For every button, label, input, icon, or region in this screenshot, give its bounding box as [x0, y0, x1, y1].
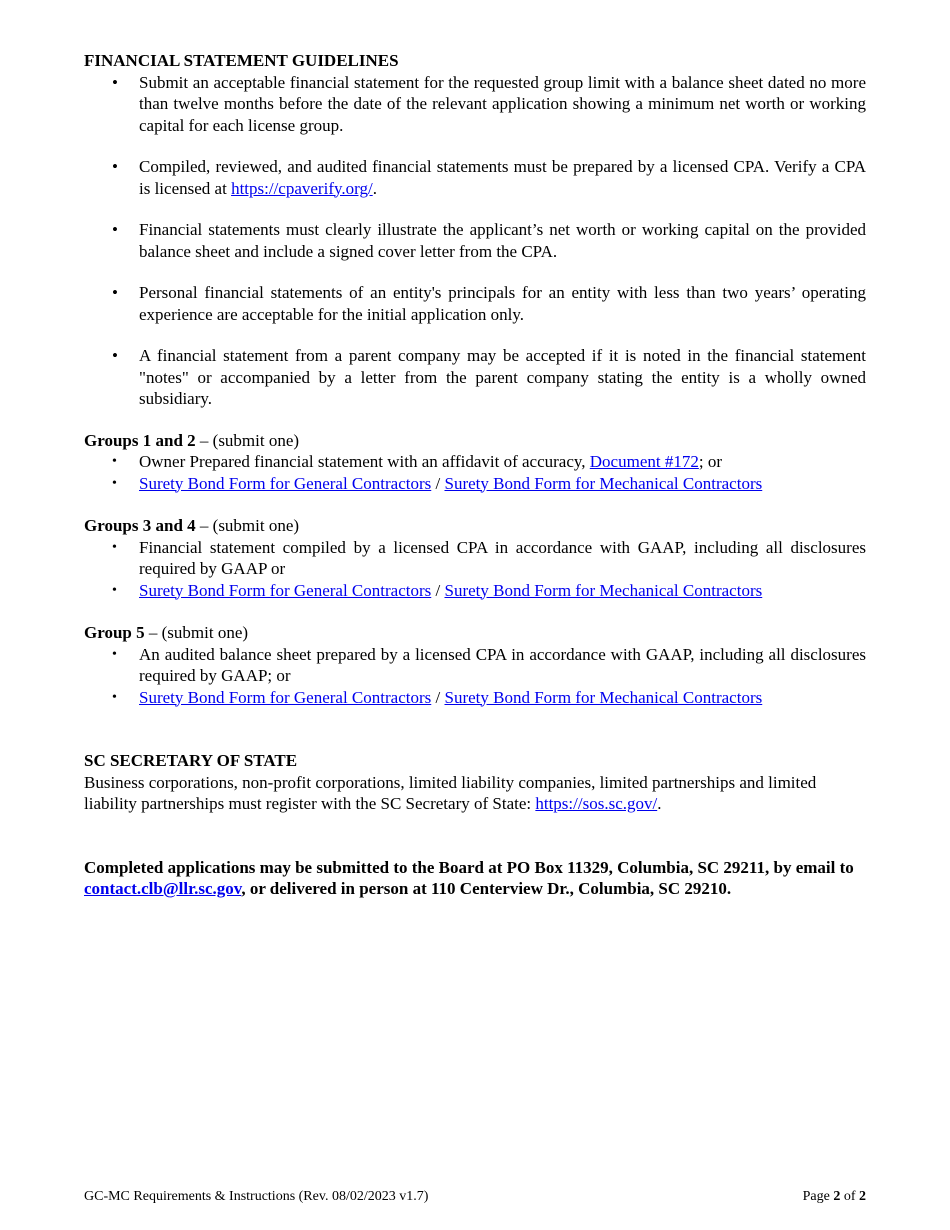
surety-mechanical-link[interactable]: Surety Bond Form for Mechanical Contractors	[444, 580, 763, 600]
footer-doc-title: GC-MC Requirements & Instructions (Rev. 08/02/2023 v1.7)	[84, 1189, 429, 1204]
list-item	[84, 282, 866, 325]
groups-1-2-list	[84, 451, 866, 494]
page-label: Page	[802, 1189, 834, 1204]
sos-text	[84, 772, 866, 815]
group-label: Group 5	[84, 623, 145, 642]
list-item	[84, 687, 866, 709]
list-item	[84, 156, 866, 199]
list-item	[84, 580, 866, 602]
groups-1-2-title	[84, 430, 866, 452]
separator: /	[431, 473, 445, 493]
page-footer	[84, 1188, 866, 1206]
groups-3-4-title	[84, 515, 866, 537]
document-page	[84, 50, 866, 917]
group-suffix: – (submit one)	[195, 516, 300, 535]
item-text: Financial statement compiled by a licensed CPA in accordance with GAAP, including all disclosures required by GAAP or	[139, 537, 866, 578]
group-label: Groups 1 and 2	[84, 430, 196, 450]
secretary-of-state-section	[84, 750, 866, 815]
closing-statement	[84, 857, 866, 900]
contact-email-link[interactable]: contact.clb@llr.sc.gov	[84, 879, 242, 898]
bullet-text: Financial statements must clearly illustrate the applicant’s net worth or working capital on the provided balance sheet and include a signed cover letter from the CPA.	[139, 220, 866, 261]
list-item	[84, 219, 866, 262]
bullet-text: Compiled, reviewed, and audited financial statements must be prepared by a licensed CPA. Verify a CPA is licensed at	[139, 157, 866, 198]
document-172-link[interactable]: Document #172	[589, 452, 699, 471]
list-item	[84, 72, 866, 137]
sos-body: Business corporations, non-profit corporations, limited liability companies, limited partnerships and limited liability partnerships must register with the SC Secretary of State:	[84, 772, 817, 813]
page-total: 2	[859, 1189, 866, 1204]
item-text: ; or	[698, 452, 722, 471]
sos-heading: SC SECRETARY OF STATE	[84, 751, 298, 770]
list-item	[84, 473, 866, 495]
bullet-text: A financial statement from a parent company may be accepted if it is noted in the financial statement "notes" or accompanied by a letter from the parent company stating the entity is a wholly owned subsidiary.	[139, 346, 866, 408]
group-5-title	[84, 622, 866, 644]
group-suffix: – (submit one)	[144, 623, 249, 642]
group-5-list	[84, 644, 866, 709]
surety-mechanical-link[interactable]: Surety Bond Form for Mechanical Contractors	[444, 687, 763, 707]
closing-text: , or delivered in person at 110 Centerview Dr., Columbia, SC 29210.	[241, 879, 732, 898]
page-number	[803, 1188, 866, 1206]
cpaverify-link[interactable]: https://cpaverify.org/	[231, 178, 373, 198]
separator: /	[431, 580, 445, 600]
groups-3-4-list	[84, 537, 866, 602]
sos-link[interactable]: https://sos.sc.gov/	[535, 794, 658, 813]
item-text: An audited balance sheet prepared by a licensed CPA in accordance with GAAP, including all disclosures required by GAAP; or	[139, 644, 866, 685]
item-text: Owner Prepared financial statement with an affidavit of accuracy,	[139, 452, 590, 471]
surety-general-link[interactable]: Surety Bond Form for General Contractors	[139, 580, 432, 600]
bullet-text: .	[372, 178, 377, 198]
list-item	[84, 537, 866, 580]
list-item	[84, 345, 866, 410]
surety-general-link[interactable]: Surety Bond Form for General Contractors	[139, 687, 432, 707]
group-label: Groups 3 and 4	[84, 516, 196, 535]
surety-general-link[interactable]: Surety Bond Form for General Contractors	[139, 473, 432, 493]
separator: /	[431, 687, 445, 707]
of-label: of	[840, 1189, 859, 1204]
financial-heading: FINANCIAL STATEMENT GUIDELINES	[84, 51, 399, 70]
page-current: 2	[833, 1189, 841, 1204]
bullet-text: Submit an acceptable financial statement for the requested group limit with a balance sheet dated no more than twelve months before the date of the relevant application showing a minimum net worth or working capital for each license group.	[139, 72, 866, 135]
list-item	[84, 451, 866, 473]
closing-text: Completed applications may be submitted to the Board at PO Box 11329, Columbia, SC 29211, by email to	[84, 857, 854, 877]
list-item	[84, 644, 866, 687]
bullet-text: Personal financial statements of an entity's principals for an entity with less than two years’ operating experience are acceptable for the initial application only.	[139, 283, 866, 324]
financial-guidelines-list	[84, 72, 866, 410]
group-suffix: – (submit one)	[195, 430, 300, 450]
sos-period: .	[657, 794, 662, 813]
surety-mechanical-link[interactable]: Surety Bond Form for Mechanical Contractors	[444, 473, 763, 493]
